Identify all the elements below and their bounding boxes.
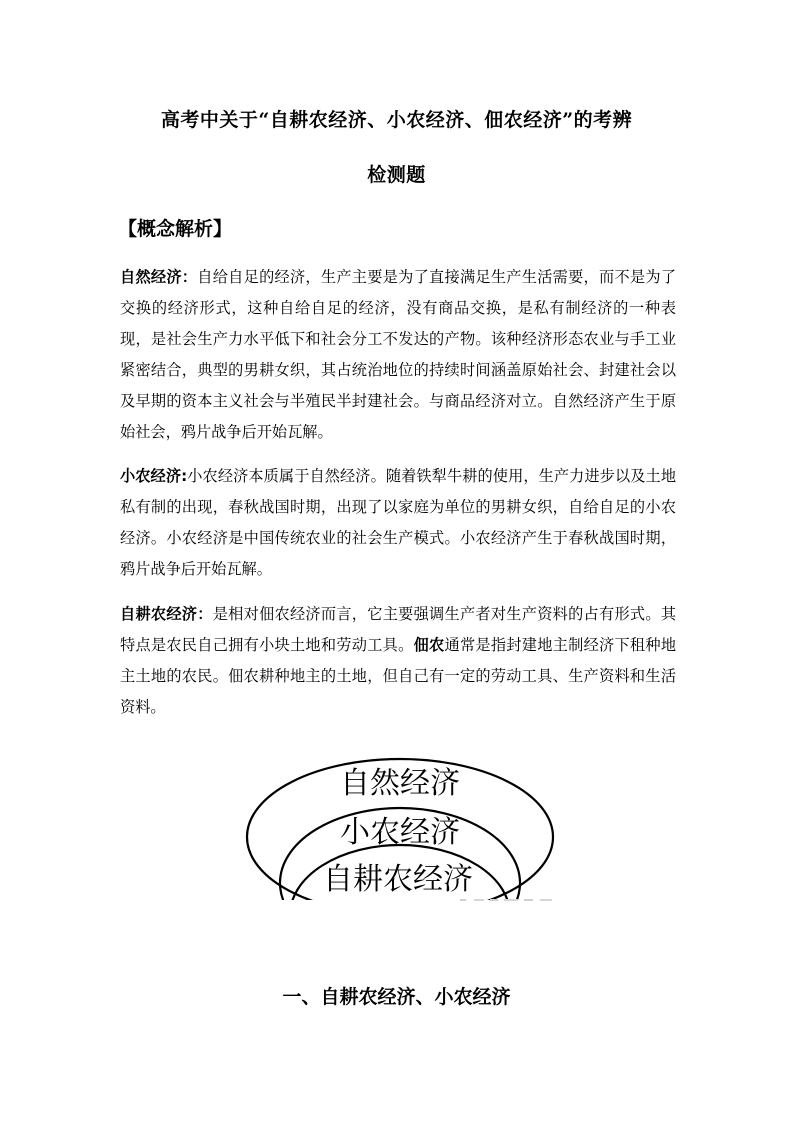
term-natural-economy: 自然经济：	[120, 268, 198, 286]
label-natural-economy: 自然经济	[340, 766, 460, 801]
term-small-peasant-economy: 小农经济:	[120, 467, 188, 485]
text-natural-economy: 自给自足的经济，生产主要是为了直接满足生产生活需要，而不是为了交换的经济形式，这种自给自足的经济，没有商品交换，是私有制经济的一种表现，是社会生产力水平低下和社会分工不发达的产物。该种经济形态农业与手工业紧密结合，典型的男耕女织，其占统治地位的持续时间涵盖原始社会、封建社会以及早期的资本主义社会与半殖民半封建社会。与商品经济对立。自然经济产生于原始社会，鸦片战争后开始瓦解。	[120, 268, 677, 441]
nested-ellipses-svg	[240, 755, 560, 905]
document-title-line2: 检测题	[367, 164, 426, 186]
label-small-peasant-economy: 小农经济	[340, 815, 460, 850]
document-title-line1: 高考中关于“自耕农经济、小农经济、佃农经济”的考辨	[160, 109, 633, 131]
paragraph-owner-peasant-economy	[120, 599, 676, 723]
text-owner-peasant-economy-1: 是相对佃农经济而言，它主要强调生产者对生产资料的占有形式。其特点是农民自己拥有小块土地和劳动工具。	[120, 605, 677, 654]
label-owner-peasant-economy: 自耕农经济	[323, 862, 473, 897]
section-header-concepts: 【概念解析】	[118, 218, 233, 240]
nested-economy-diagram	[240, 755, 560, 905]
faint-watermark-marks	[460, 898, 560, 902]
paragraph-small-peasant-economy	[120, 461, 676, 585]
paragraph-natural-economy	[120, 262, 676, 448]
heading-section-one: 一、自耕农经济、小农经济	[282, 986, 511, 1008]
term-owner-peasant-economy: 自耕农经济：	[120, 605, 213, 623]
term-tenant-peasant: 佃农	[413, 636, 445, 654]
text-owner-peasant-economy-2: 通常是指封建地主制经济下租种地主土地的农民。佃农耕种地主的土地，但自己有一定的劳动工具、生产资料和生活资料。	[120, 636, 677, 716]
text-small-peasant-economy: 小农经济本质属于自然经济。随着铁犁牛耕的使用，生产力进步以及土地私有制的出现，春秋战国时期，出现了以家庭为单位的男耕女织，自给自足的小农经济。小农经济是中国传统农业的社会生产模式。小农经济产生于春秋战国时期，鸦片战争后开始瓦解。	[120, 467, 677, 578]
